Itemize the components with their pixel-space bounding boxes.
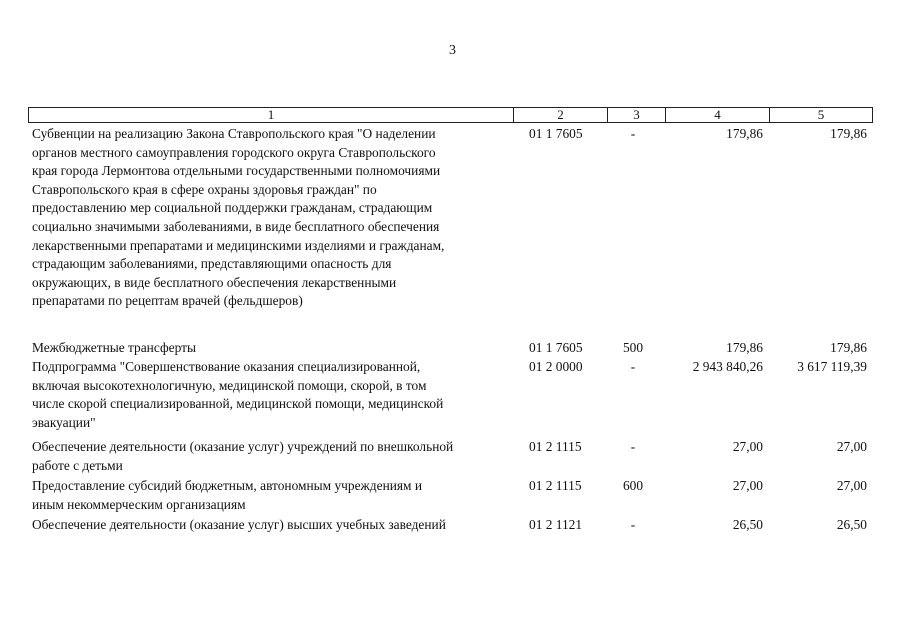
row-code: 01 2 1115: [529, 439, 582, 454]
row-value-4: 179,86: [726, 340, 763, 355]
description-line: Ставропольского края в сфере охраны здоровья граждан" по: [32, 181, 377, 197]
row-value-5: 27,00: [836, 478, 867, 493]
header-col-3: 3: [608, 108, 666, 122]
table-row: [28, 358, 873, 438]
table-row: [28, 516, 873, 535]
description-line: края города Лермонтова отдельными государственными полномочиями: [32, 163, 441, 179]
table-row: [28, 125, 873, 339]
row-value-4: 27,00: [732, 439, 763, 454]
description-line: числе скорой специализированной, медицинской помощи, медицинской: [32, 396, 444, 412]
description-line: окружающих, в виде бесплатного обеспечения лекарственными: [32, 274, 397, 290]
row-description: [28, 339, 510, 358]
description-line: Межбюджетные трансферты: [32, 340, 196, 355]
table-header: [28, 107, 873, 123]
table-row: [28, 438, 873, 477]
row-value-5: 179,86: [830, 126, 867, 141]
description-line: Обеспечение деятельности (оказание услуг) высших учебных заведений: [32, 517, 446, 532]
row-description: [28, 438, 510, 477]
row-value-4: 2 943 840,26: [692, 359, 763, 374]
row-value-5: 26,50: [836, 517, 867, 532]
description-line: Субвенции на реализацию Закона Ставропольского края "О наделении: [32, 126, 436, 141]
description-line: Обеспечение деятельности (оказание услуг) учреждений по внешкольной: [32, 439, 454, 454]
row-value-5: 27,00: [836, 439, 867, 454]
header-col-2: 2: [514, 108, 608, 122]
description-line: работе с детьми: [32, 457, 123, 473]
header-col-5: 5: [817, 107, 825, 122]
description-line: иным некоммерческим организациям: [32, 496, 246, 512]
description-line: препаратами по рецептам врачей (фельдшеров): [32, 293, 303, 309]
row-value-4: 26,50: [732, 517, 763, 532]
description-line: органов местного самоуправления городского округа Ставропольского: [32, 144, 436, 160]
row-value-5: 179,86: [830, 340, 867, 355]
row-type: -: [630, 126, 636, 141]
row-type: -: [630, 517, 636, 532]
row-type: -: [630, 359, 636, 374]
header-col-4: 4: [666, 108, 770, 122]
row-value-4: 27,00: [732, 478, 763, 493]
table-row: [28, 339, 873, 358]
row-value-5: 3 617 119,39: [797, 359, 867, 374]
description-line: Предоставление субсидий бюджетным, автономным учреждениям и: [32, 478, 423, 493]
description-line: эвакуации": [32, 414, 96, 430]
row-type: 500: [622, 340, 644, 355]
row-type: 600: [622, 478, 644, 493]
row-code: 01 2 0000: [529, 359, 583, 374]
description-line: предоставлению мер социальной поддержки гражданам, страдающим: [32, 200, 433, 216]
table-row: [28, 477, 873, 516]
description-line: Подпрограмма "Совершенствование оказания специализированной,: [32, 359, 421, 374]
table-body: [28, 125, 873, 535]
row-value-4: 179,86: [726, 126, 763, 141]
description-line: включая высокотехнологичную, медицинской помощи, скорой, в том: [32, 377, 427, 393]
description-line: социально значимыми заболеваниями, в виде бесплатного обеспечения: [32, 218, 440, 234]
row-description: [28, 358, 510, 438]
row-code: 01 1 7605: [529, 340, 583, 355]
row-code: 01 2 1115: [529, 478, 582, 493]
row-description: [28, 477, 510, 516]
row-type: -: [630, 439, 636, 454]
description-line: страдающим заболеваниями, представляющими опасность для: [32, 256, 392, 272]
row-description: [28, 125, 510, 339]
row-code: 01 2 1121: [529, 517, 583, 532]
row-description: [28, 516, 510, 535]
header-col-1: 1: [29, 108, 514, 122]
page-number: 3: [449, 43, 456, 58]
description-line: лекарственными препаратами и медицинскими изделиями и гражданам,: [32, 237, 445, 253]
row-code: 01 1 7605: [529, 126, 583, 141]
